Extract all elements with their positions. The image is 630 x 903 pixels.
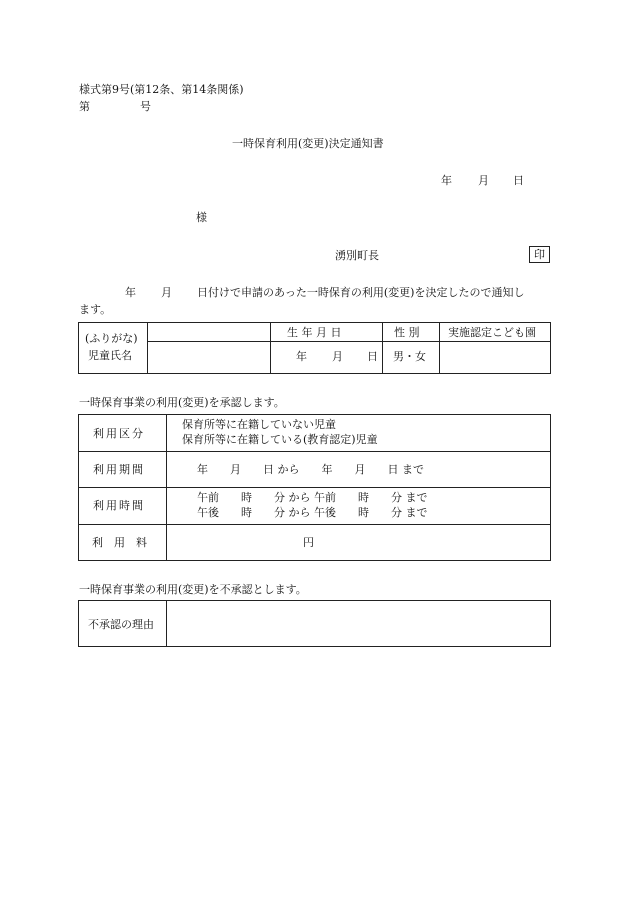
birth-year: 年: [296, 350, 307, 363]
time-label: 利用時間: [93, 499, 145, 512]
recipient-honorific: 様: [196, 211, 207, 224]
birth-day: 日: [367, 350, 378, 363]
period-label: 利用期間: [93, 463, 145, 476]
intro-month: 月: [161, 286, 172, 299]
fee-label: 利 用 料: [92, 536, 147, 549]
form-reference: 様式第9号(第12条、第14条関係): [79, 83, 244, 96]
number-suffix: 号: [140, 100, 151, 113]
rejection-reason-label: 不承認の理由: [88, 618, 154, 631]
birthdate-header: 生 年 月 日: [287, 326, 342, 339]
seal-box: 印: [529, 246, 550, 263]
number-prefix: 第: [79, 100, 90, 113]
category-label: 利用区分: [93, 427, 145, 440]
sex-value: 男・女: [393, 350, 426, 363]
time-pm-text: 午後 時 分 から 午後 時 分 まで: [197, 506, 428, 519]
category-option-enrolled: 保育所等に在籍している(教育認定)児童: [182, 433, 378, 446]
date-month: 月: [478, 174, 489, 187]
period-text: 年 月 日 から 年 月 日 まで: [197, 463, 424, 476]
rejection-heading: 一時保育事業の利用(変更)を不承認とします。: [79, 583, 307, 596]
sex-header: 性 別: [394, 326, 420, 339]
child-name-label: 児童氏名: [88, 349, 132, 362]
furigana-label: (ふりがな): [85, 332, 138, 345]
facility-header: 実施認定こども園: [448, 326, 536, 339]
document-title: 一時保育利用(変更)決定通知書: [232, 137, 384, 150]
time-am-text: 午前 時 分 から 午前 時 分 まで: [197, 491, 428, 504]
birth-month: 月: [332, 350, 343, 363]
date-day: 日: [513, 174, 524, 187]
intro-text-end: ます。: [79, 303, 112, 316]
approval-heading: 一時保育事業の利用(変更)を承認します。: [79, 396, 285, 409]
intro-text: 日付けで申請のあった一時保育の利用(変更)を決定したので通知し: [197, 286, 525, 299]
fee-unit: 円: [303, 536, 314, 549]
intro-year: 年: [125, 286, 136, 299]
issuer-name: 湧別町長: [335, 249, 379, 262]
date-year: 年: [441, 174, 452, 187]
category-option-not-enrolled: 保育所等に在籍していない児童: [182, 418, 336, 431]
